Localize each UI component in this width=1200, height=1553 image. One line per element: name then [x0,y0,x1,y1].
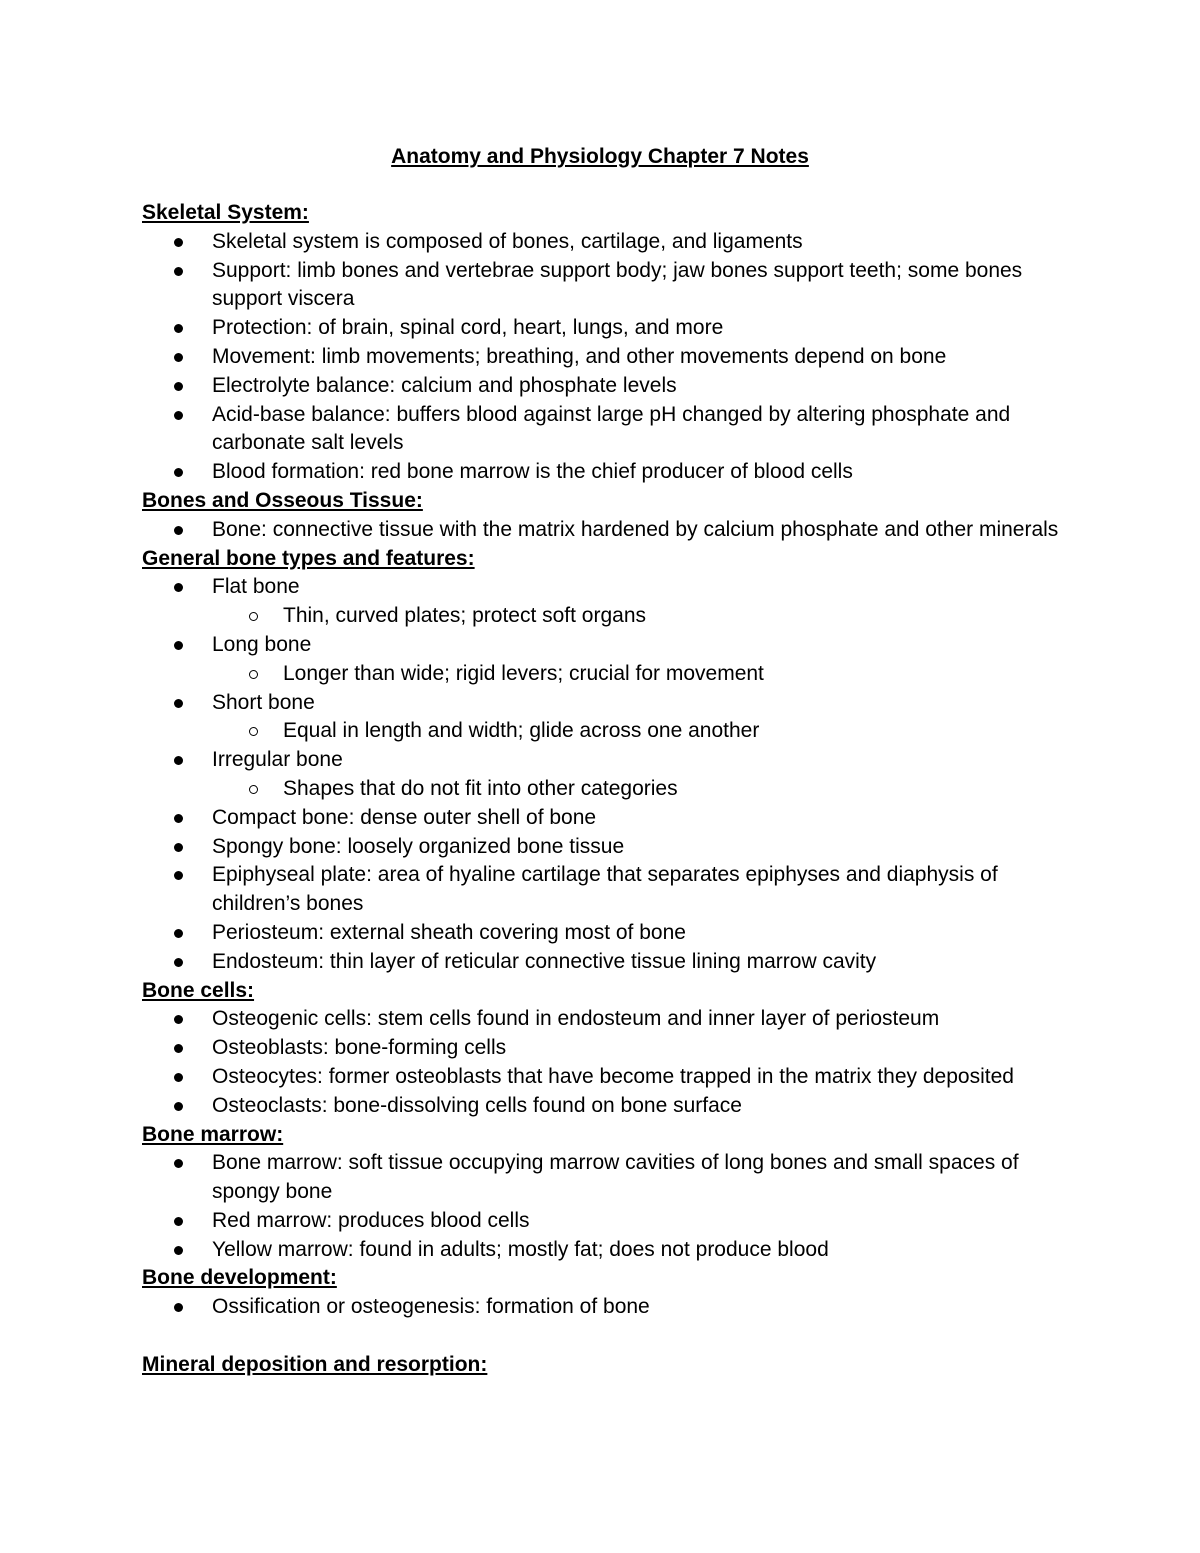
sub-list-item: Shapes that do not fit into other categories [142,775,1072,804]
section-heading-bone-cells: Bone cells: [142,978,255,1002]
list-item: Compact bone: dense outer shell of bone [142,804,1072,833]
list-item: Periosteum: external sheath covering most of bone [142,919,1072,948]
list-item: Epiphyseal plate: area of hyaline cartilage that separates epiphyses and diaphysis of children’s bones [142,861,1072,919]
list-item: Spongy bone: loosely organized bone tissue [142,833,1072,862]
bullet-list-skeletal-system [142,228,1072,487]
list-item: Long bone [142,631,1072,660]
list-item: Ossification or osteogenesis: formation of bone [142,1293,1072,1322]
bullet-list-bone-marrow [142,1149,1072,1264]
bullet-list-bone-development [142,1293,1072,1322]
list-item: Electrolyte balance: calcium and phosphate levels [142,372,1072,401]
list-item: Endosteum: thin layer of reticular connective tissue lining marrow cavity [142,948,1072,977]
sub-list-item: Equal in length and width; glide across one another [142,717,1072,746]
notes-body [142,199,1072,1380]
list-item: Bone: connective tissue with the matrix hardened by calcium phosphate and other minerals [142,516,1072,545]
section-heading-mineral-deposition: Mineral deposition and resorption: [142,1352,488,1376]
section-heading-general-bone-types: General bone types and features: [142,546,475,570]
sub-list-item: Thin, curved plates; protect soft organs [142,602,1072,631]
list-item: Irregular bone [142,746,1072,775]
list-item: Red marrow: produces blood cells [142,1207,1072,1236]
sub-list-item: Longer than wide; rigid levers; crucial for movement [142,660,1072,689]
list-item: Skeletal system is composed of bones, cartilage, and ligaments [142,228,1072,257]
section-heading-bone-marrow: Bone marrow: [142,1122,284,1146]
list-item: Support: limb bones and vertebrae support body; jaw bones support teeth; some bones support viscera [142,257,1072,315]
section-heading-skeletal-system: Skeletal System: [142,201,309,224]
list-item: Blood formation: red bone marrow is the chief producer of blood cells [142,458,1072,487]
list-item: Osteoclasts: bone-dissolving cells found on bone surface [142,1092,1072,1121]
list-item: Bone marrow: soft tissue occupying marrow cavities of long bones and small spaces of spongy bone [142,1149,1072,1207]
bullet-list-bones-osseous-tissue [142,516,1072,545]
list-item: Protection: of brain, spinal cord, heart, lungs, and more [142,314,1072,343]
page-title: Anatomy and Physiology Chapter 7 Notes [391,145,809,168]
bullet-list-bone-cells [142,1005,1072,1120]
list-item: Short bone [142,689,1072,718]
list-item: Acid-base balance: buffers blood against large pH changed by altering phosphate and carbonate salt levels [142,401,1072,459]
list-item: Flat bone [142,573,1072,602]
list-item: Osteocytes: former osteoblasts that have become trapped in the matrix they deposited [142,1063,1072,1092]
bullet-list-general-bone-types [142,573,1072,976]
list-item: Osteogenic cells: stem cells found in endosteum and inner layer of periosteum [142,1005,1072,1034]
list-item: Yellow marrow: found in adults; mostly fat; does not produce blood [142,1236,1072,1265]
section-heading-bones-osseous-tissue: Bones and Osseous Tissue: [142,488,423,512]
list-item: Movement: limb movements; breathing, and other movements depend on bone [142,343,1072,372]
section-heading-bone-development: Bone development: [142,1266,337,1290]
list-item: Osteoblasts: bone-forming cells [142,1034,1072,1063]
